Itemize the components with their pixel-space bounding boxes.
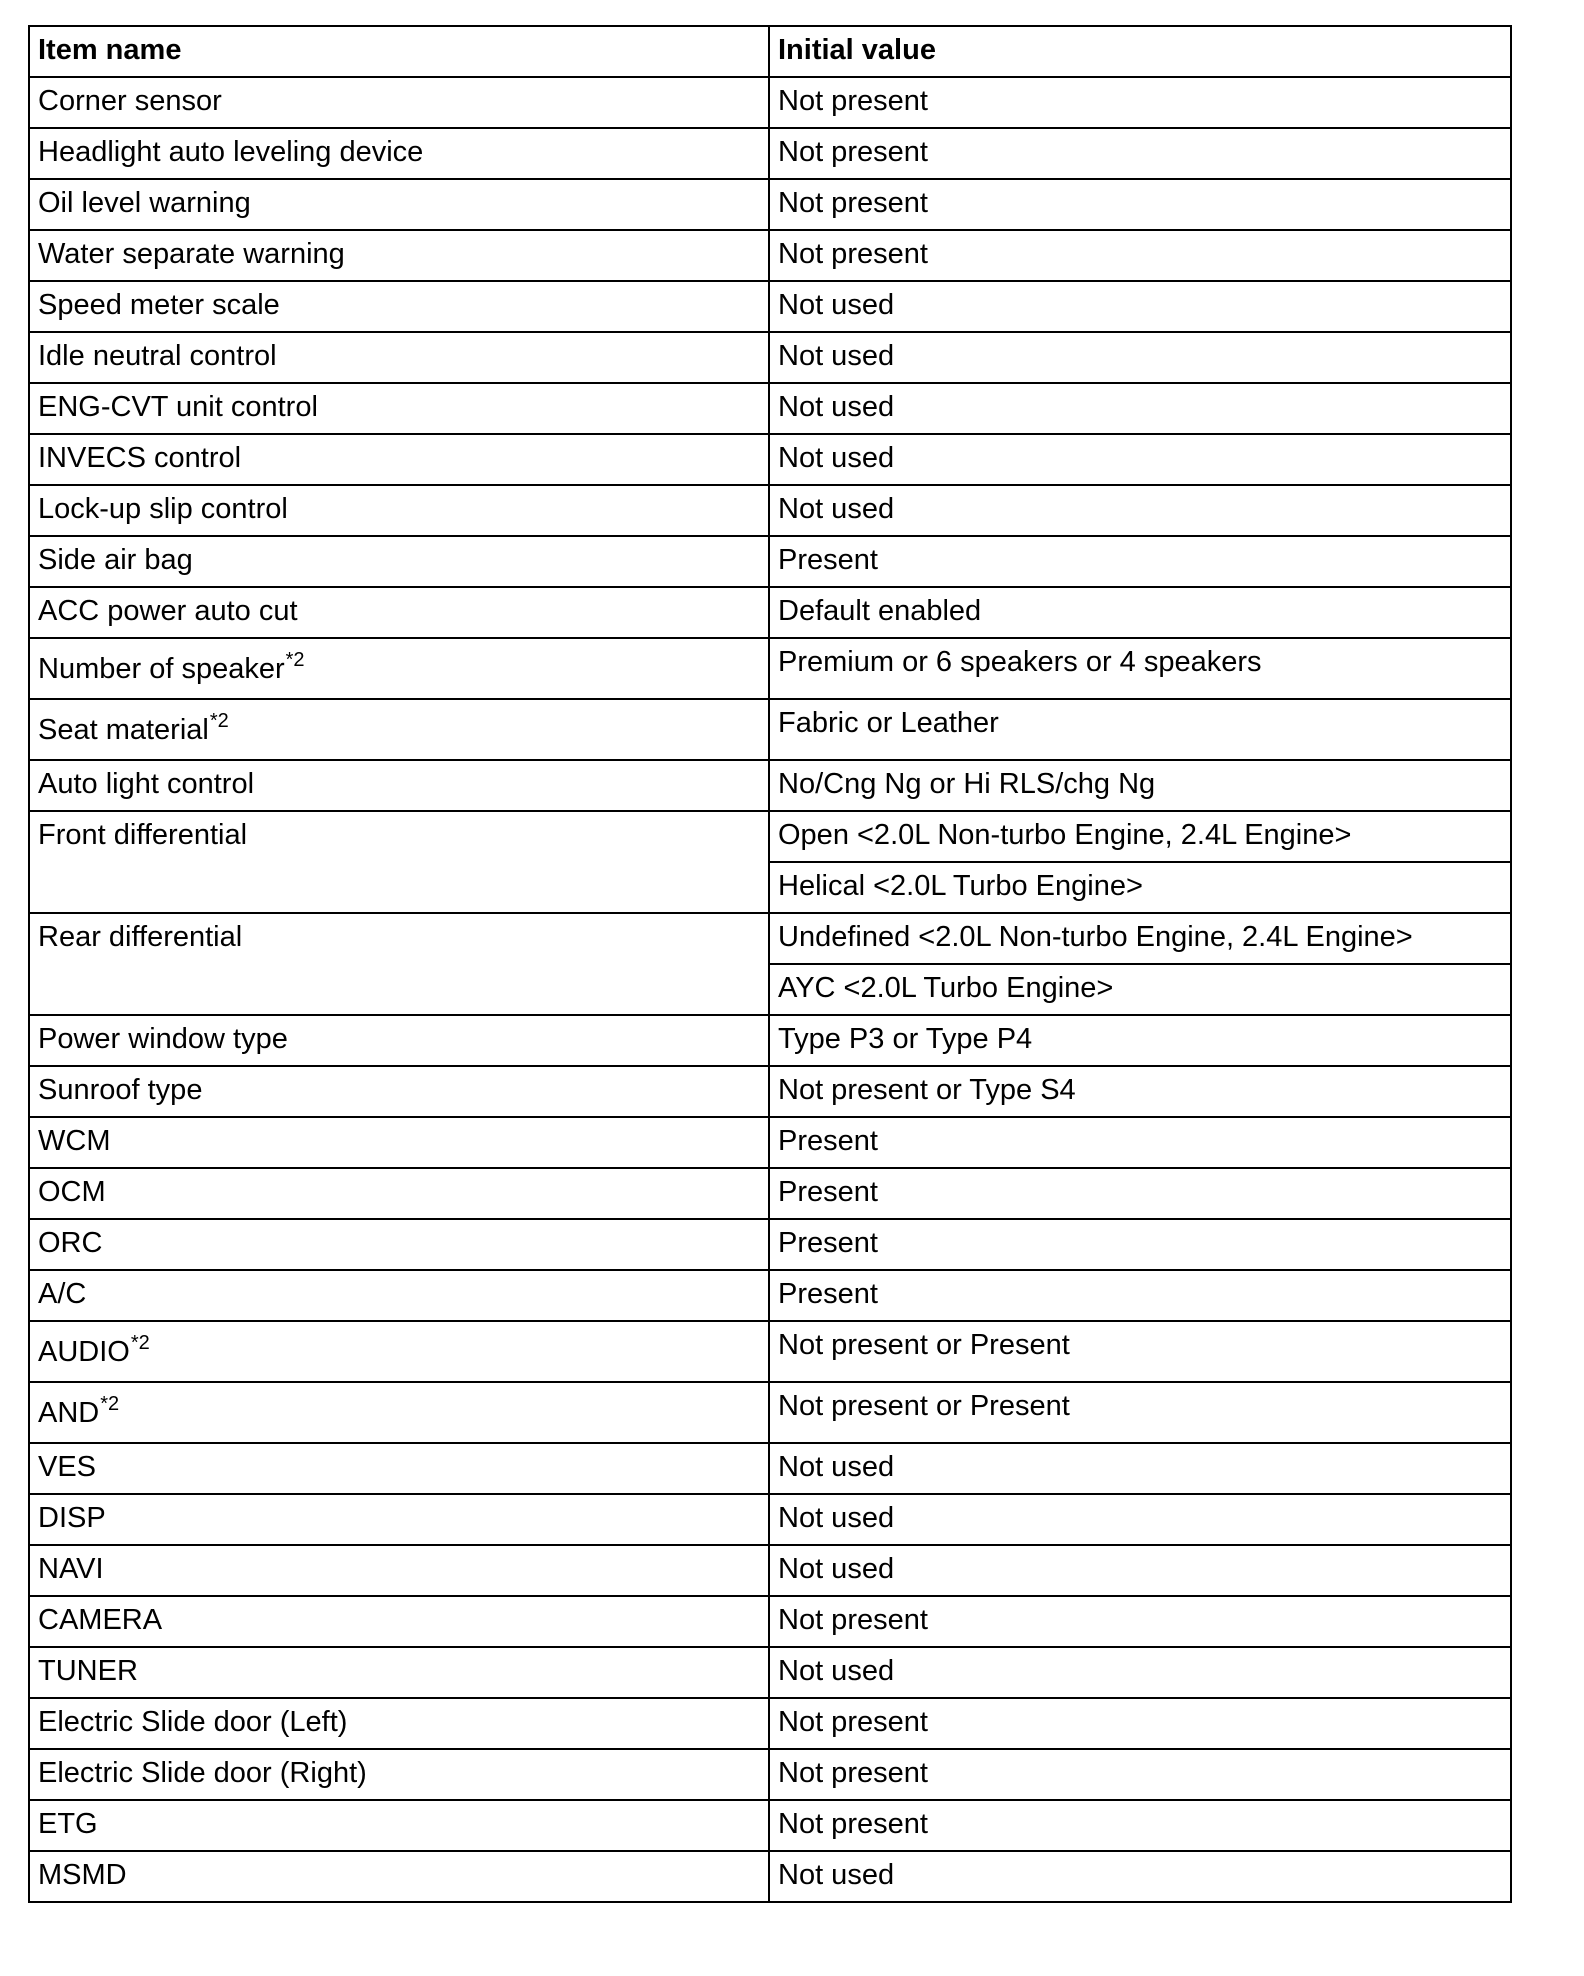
table-row xyxy=(29,587,1511,638)
table-row xyxy=(29,128,1511,179)
item-name-cell xyxy=(29,1494,769,1545)
table-row xyxy=(29,434,1511,485)
item-name-cell xyxy=(29,1851,769,1902)
table-body xyxy=(29,77,1511,1902)
item-name: Headlight auto leveling device xyxy=(38,136,424,168)
initial-value-cell: Not used xyxy=(769,1443,1511,1494)
table-row xyxy=(29,913,1511,964)
item-name: ACC power auto cut xyxy=(38,595,298,627)
initial-value-cell: Not used xyxy=(769,434,1511,485)
item-name-cell xyxy=(29,760,769,811)
initial-value-cell: Not present or Present xyxy=(769,1321,1511,1382)
table-row xyxy=(29,332,1511,383)
initial-value-cell: Type P3 or Type P4 xyxy=(769,1015,1511,1066)
item-name-cell xyxy=(29,1168,769,1219)
initial-value-cell: Present xyxy=(769,1219,1511,1270)
item-name: NAVI xyxy=(38,1553,104,1585)
item-name-cell xyxy=(29,1545,769,1596)
item-name: Lock-up slip control xyxy=(38,493,288,525)
initial-value-table xyxy=(28,25,1512,1903)
initial-value-header: Initial value xyxy=(769,26,1511,77)
item-name-cell xyxy=(29,485,769,536)
footnote-marker: *2 xyxy=(100,1393,120,1415)
table-row xyxy=(29,383,1511,434)
item-name-cell xyxy=(29,1015,769,1066)
item-name-cell xyxy=(29,536,769,587)
table-row xyxy=(29,1015,1511,1066)
item-name: ETG xyxy=(38,1808,98,1840)
initial-value-cell: Present xyxy=(769,1168,1511,1219)
item-name: Power window type xyxy=(38,1023,288,1055)
item-name: MSMD xyxy=(38,1859,127,1891)
item-name: ENG-CVT unit control xyxy=(38,391,318,423)
item-name: Sunroof type xyxy=(38,1074,203,1106)
item-name-cell xyxy=(29,1749,769,1800)
item-name: VES xyxy=(38,1451,97,1483)
initial-value-cell: Not used xyxy=(769,1545,1511,1596)
item-name: AND xyxy=(38,1397,100,1429)
item-name: Number of speaker xyxy=(38,653,285,685)
item-name: WCM xyxy=(38,1125,111,1157)
initial-value-cell: Not used xyxy=(769,332,1511,383)
item-name-cell xyxy=(29,1219,769,1270)
initial-value-cell: Premium or 6 speakers or 4 speakers xyxy=(769,638,1511,699)
table-row xyxy=(29,638,1511,699)
item-name-cell xyxy=(29,699,769,760)
item-name: Electric Slide door (Right) xyxy=(38,1757,367,1789)
item-name-cell xyxy=(29,1698,769,1749)
item-name-cell xyxy=(29,1596,769,1647)
table-row xyxy=(29,1851,1511,1902)
initial-value-cell: Present xyxy=(769,1270,1511,1321)
item-name-cell xyxy=(29,1321,769,1382)
item-name: Side air bag xyxy=(38,544,193,576)
initial-value-cell: Undefined <2.0L Non-turbo Engine, 2.4L Engine> xyxy=(769,913,1511,964)
initial-value-cell: Not present xyxy=(769,1749,1511,1800)
item-name-cell xyxy=(29,281,769,332)
item-name-cell xyxy=(29,179,769,230)
item-name-cell xyxy=(29,1800,769,1851)
item-name-cell xyxy=(29,434,769,485)
item-name: Seat material xyxy=(38,714,209,746)
initial-value-cell: Not present xyxy=(769,1800,1511,1851)
item-name: Electric Slide door (Left) xyxy=(38,1706,348,1738)
initial-value-cell: No/Cng Ng or Hi RLS/chg Ng xyxy=(769,760,1511,811)
item-name-cell xyxy=(29,587,769,638)
table-row xyxy=(29,281,1511,332)
table-row xyxy=(29,536,1511,587)
item-name: Corner sensor xyxy=(38,85,222,117)
item-name: Oil level warning xyxy=(38,187,251,219)
initial-value-cell: Open <2.0L Non-turbo Engine, 2.4L Engine> xyxy=(769,811,1511,862)
table-row xyxy=(29,699,1511,760)
initial-value-cell: Default enabled xyxy=(769,587,1511,638)
table-row xyxy=(29,760,1511,811)
initial-value-cell: Not present xyxy=(769,77,1511,128)
initial-value-cell: Not used xyxy=(769,1494,1511,1545)
table-row xyxy=(29,77,1511,128)
initial-value-cell: Not present xyxy=(769,1596,1511,1647)
initial-value-cell: Present xyxy=(769,536,1511,587)
initial-value-cell: Not present xyxy=(769,230,1511,281)
item-name-cell xyxy=(29,1647,769,1698)
initial-value-cell: AYC <2.0L Turbo Engine> xyxy=(769,964,1511,1015)
item-name-cell xyxy=(29,1443,769,1494)
table-row xyxy=(29,1800,1511,1851)
table-row xyxy=(29,485,1511,536)
item-name: AUDIO xyxy=(38,1336,130,1368)
initial-value-cell: Not present xyxy=(769,179,1511,230)
initial-value-cell: Not used xyxy=(769,1647,1511,1698)
item-name-cell xyxy=(29,77,769,128)
item-name-cell xyxy=(29,913,769,1015)
table-row xyxy=(29,1168,1511,1219)
item-name-cell xyxy=(29,1117,769,1168)
item-name-cell xyxy=(29,1270,769,1321)
initial-value-cell: Helical <2.0L Turbo Engine> xyxy=(769,862,1511,913)
initial-value-cell: Present xyxy=(769,1117,1511,1168)
initial-value-cell: Not used xyxy=(769,281,1511,332)
table-row xyxy=(29,179,1511,230)
table-row xyxy=(29,1270,1511,1321)
initial-value-cell: Not used xyxy=(769,383,1511,434)
table-row xyxy=(29,1494,1511,1545)
table-row xyxy=(29,1443,1511,1494)
table-row xyxy=(29,230,1511,281)
item-name: Rear differential xyxy=(38,921,243,953)
footnote-marker: *2 xyxy=(209,710,229,732)
table-row xyxy=(29,1749,1511,1800)
item-name: CAMERA xyxy=(38,1604,163,1636)
initial-value-cell: Not present xyxy=(769,128,1511,179)
item-name-header: Item name xyxy=(29,26,769,77)
item-name: DISP xyxy=(38,1502,106,1534)
item-name: TUNER xyxy=(38,1655,138,1687)
table-row xyxy=(29,1596,1511,1647)
item-name-cell xyxy=(29,332,769,383)
item-name-cell xyxy=(29,1066,769,1117)
table-row xyxy=(29,1698,1511,1749)
item-name: A/C xyxy=(38,1278,87,1310)
initial-value-cell: Not present or Type S4 xyxy=(769,1066,1511,1117)
item-name: OCM xyxy=(38,1176,106,1208)
table-row xyxy=(29,1117,1511,1168)
item-name-cell xyxy=(29,383,769,434)
initial-value-cell: Not used xyxy=(769,1851,1511,1902)
item-name-cell xyxy=(29,230,769,281)
item-name: Water separate warning xyxy=(38,238,345,270)
initial-value-cell: Not present xyxy=(769,1698,1511,1749)
table-row xyxy=(29,1382,1511,1443)
item-name-cell xyxy=(29,811,769,913)
table-row xyxy=(29,1066,1511,1117)
table-row xyxy=(29,1321,1511,1382)
item-name: Auto light control xyxy=(38,768,255,800)
footnote-marker: *2 xyxy=(285,649,305,671)
table-row xyxy=(29,1647,1511,1698)
table-row xyxy=(29,811,1511,862)
item-name-cell xyxy=(29,1382,769,1443)
item-name: ORC xyxy=(38,1227,103,1259)
table-row xyxy=(29,1545,1511,1596)
item-name: Speed meter scale xyxy=(38,289,280,321)
table-row xyxy=(29,1219,1511,1270)
initial-value-cell: Not present or Present xyxy=(769,1382,1511,1443)
table-header-row xyxy=(29,26,1511,77)
item-name: INVECS control xyxy=(38,442,242,474)
footnote-marker: *2 xyxy=(130,1332,150,1354)
initial-value-cell: Not used xyxy=(769,485,1511,536)
item-name: Idle neutral control xyxy=(38,340,277,372)
item-name: Front differential xyxy=(38,819,248,851)
item-name-cell xyxy=(29,638,769,699)
item-name-cell xyxy=(29,128,769,179)
initial-value-cell: Fabric or Leather xyxy=(769,699,1511,760)
